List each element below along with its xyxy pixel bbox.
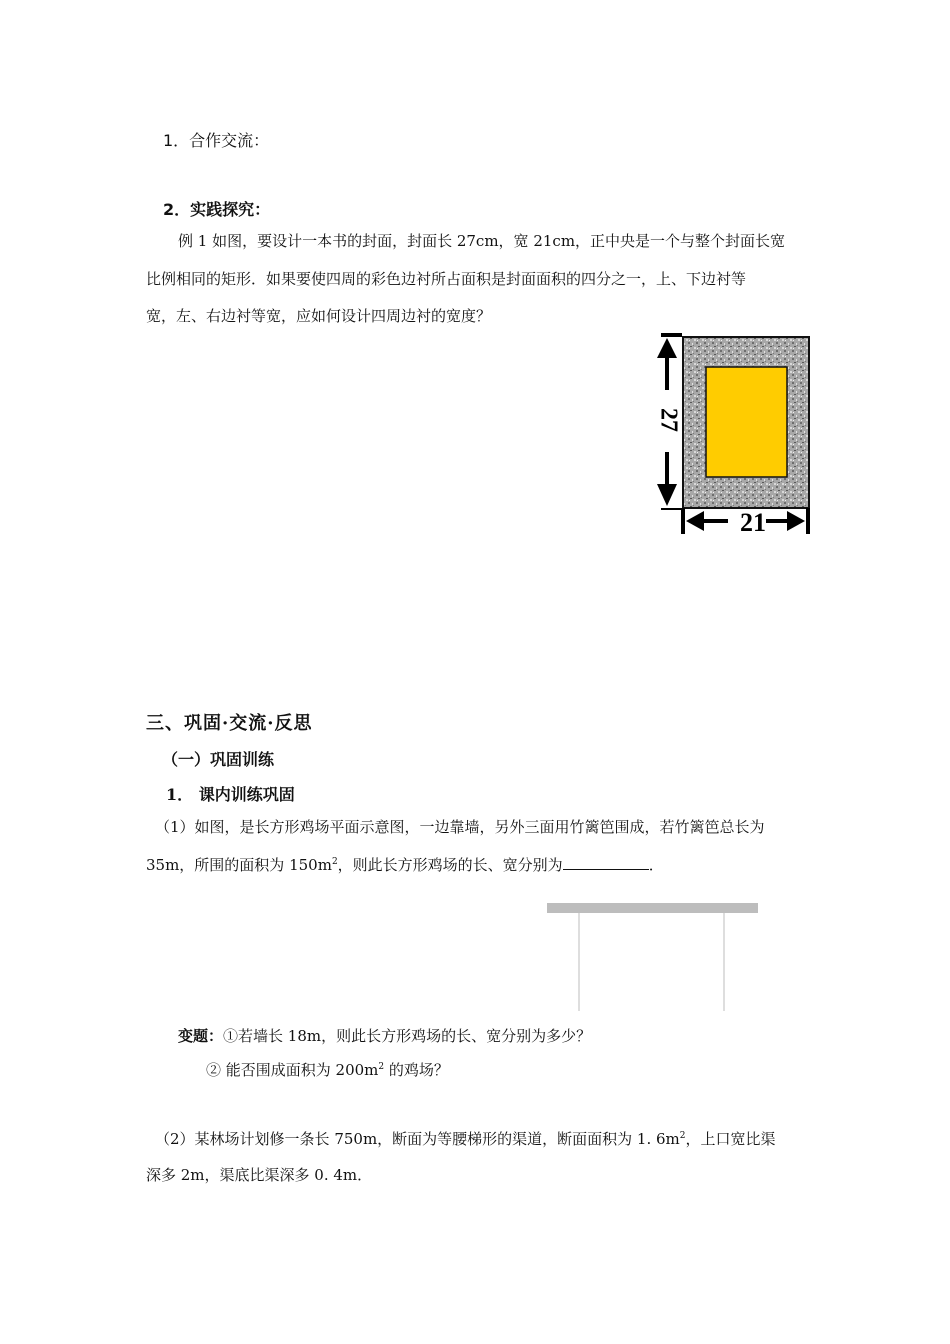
- q1-line-2: 35m，所围的面积为 $150m^2$，则此长方形鸡场的长、宽分别为 ．: [146, 856, 664, 874]
- section-subtitle: （一）巩固训练: [162, 750, 275, 769]
- item-cooperation: 1．合作交流：: [163, 131, 270, 150]
- answer-blank[interactable]: [563, 855, 649, 870]
- item-practice: 2．实践探究：: [163, 200, 271, 219]
- cover-inner-rect: [706, 367, 787, 477]
- q2-line-2: 深多 2m，渠底比渠深多 0. 4m．: [146, 1166, 373, 1184]
- variant-line-1: 变题：①若墙长 18m，则此长方形鸡场的长、宽分别为多少？: [178, 1027, 592, 1045]
- chicken-yard-diagram: [540, 898, 765, 1018]
- q1-line-1: （1）如图，是长方形鸡场平面示意图，一边靠墙，另外三面用竹篱笆围成，若竹篱笆总长为: [155, 818, 765, 836]
- example-line-2: 比例相同的矩形．如果要使四周的彩色边衬所占面积是封面面积的四分之一，上、下边衬等: [146, 270, 747, 288]
- book-cover-figure: [640, 326, 820, 540]
- example-line-3: 宽，左、右边衬等宽，应如何设计四周边衬的宽度？: [146, 307, 492, 325]
- wall: [547, 903, 758, 913]
- width-label: 21: [740, 508, 766, 537]
- height-label: 27: [655, 408, 682, 432]
- section-title: 三、巩固·交流·反思: [146, 713, 313, 734]
- q2-line-1: （2）某林场计划修一条长 750m，断面为等腰梯形的渠道，断面面积为 1. $6m^2$，上口宽比渠: [155, 1130, 776, 1148]
- variant-label: 变题：: [178, 1027, 224, 1045]
- variant-line-2: ② 能否围成面积为 $200m^2$ 的鸡场？: [206, 1061, 449, 1079]
- item-classroom-training: 1． 课内训练巩固: [166, 785, 295, 804]
- example-line-1: 例 1 如图，要设计一本书的封面，封面长 27cm，宽 21cm，正中央是一个与整个封面长宽: [178, 232, 786, 250]
